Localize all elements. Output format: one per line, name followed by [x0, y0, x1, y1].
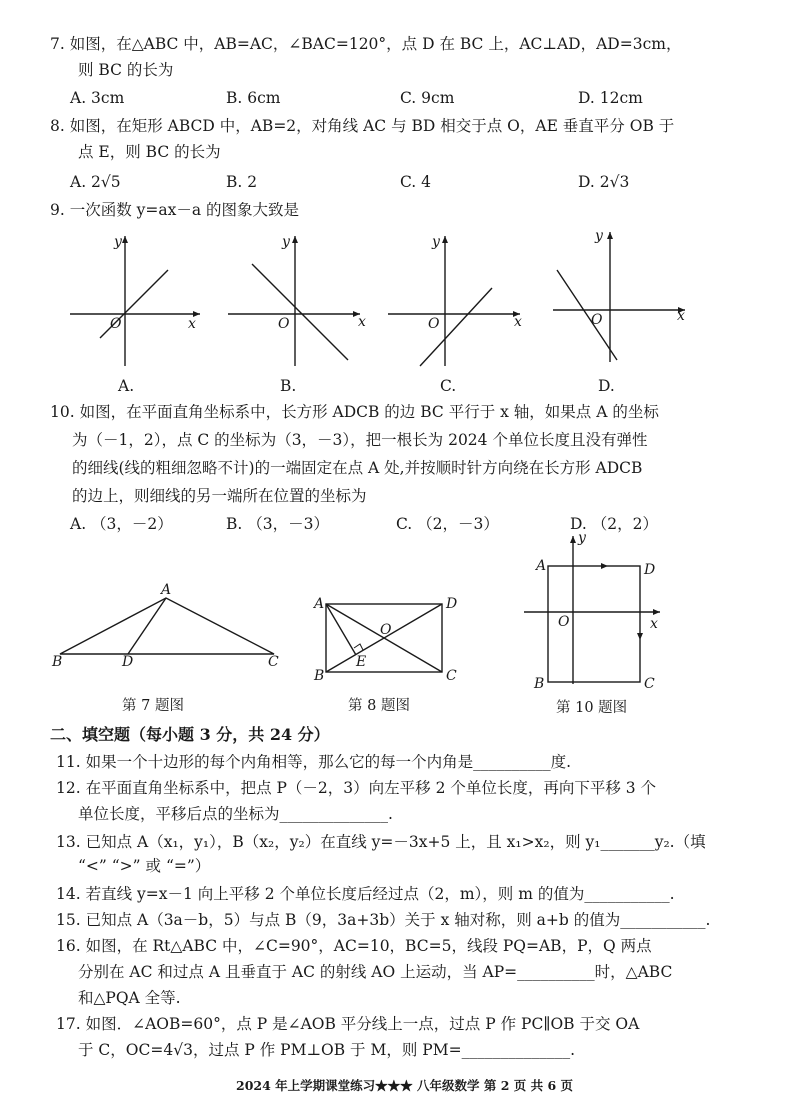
function-line	[252, 264, 348, 360]
q10-option-b: B. （3，－3）	[226, 515, 329, 533]
q12-line1: 12. 在平面直角坐标系中，把点 P（－2，3）向左平移 2 个单位长度，再向下平移 3 个	[56, 779, 657, 797]
y-label: y	[432, 234, 440, 250]
q8-option-c: C. 4	[400, 173, 432, 191]
origin-label: O	[428, 316, 440, 332]
point-a-label: A	[314, 596, 325, 612]
point-c-label: C	[446, 668, 457, 684]
q13-line1: 13. 已知点 A（x₁，y₁），B（x₂，y₂）在直线 y=－3x+5 上，且 x₁>x₂，则 y₁_______y₂.（填	[56, 833, 706, 851]
page-footer: 2024 年上学期课堂练习★★★ 八年级数学 第 2 页 共 6 页	[236, 1078, 574, 1093]
y-label: y	[578, 530, 586, 546]
q16-line2: 分别在 AC 和过点 A 且垂直于 AC 的射线 AO 上运动，当 AP=__________时，△ABC	[78, 963, 673, 981]
q8-option-a: A. 2√5	[70, 173, 121, 191]
q14-line1: 14. 若直线 y=x－1 向上平移 2 个单位长度后经过点（2，m），则 m 的值为___________.	[56, 885, 675, 903]
figure-8-caption: 第 8 题图	[348, 698, 410, 714]
figure-7-caption: 第 7 题图	[122, 698, 184, 714]
q16-line1: 16. 如图，在 Rt△ABC 中，∠C=90°，AC=10，BC=5，线段 PQ=AB，P，Q 两点	[56, 937, 652, 955]
q10-line3: 的细线(线的粗细忽略不计)的一端固定在点 A 处,并按顺时针方向绕在长方形 ADCB	[72, 459, 643, 477]
q12-line2: 单位长度，平移后点的坐标为______________.	[78, 805, 393, 823]
q9-line1: 9. 一次函数 y=ax－a 的图象大致是	[50, 201, 300, 219]
q7-option-b: B. 6cm	[226, 89, 281, 107]
y-label: y	[114, 234, 122, 250]
q8-line2: 点 E，则 BC 的长为	[78, 143, 221, 161]
q16-line3: 和△PQA 全等.	[78, 989, 181, 1007]
q17-line2: 于 C，OC=4√3，过点 P 作 PM⊥OB 于 M，则 PM=______________.	[78, 1041, 575, 1059]
y-label: y	[282, 234, 290, 250]
section-2-title: 二、填空题（每小题 3 分，共 24 分）	[50, 725, 330, 744]
q7-option-c: C. 9cm	[400, 89, 455, 107]
x-label: x	[650, 616, 658, 632]
arrow-right-icon	[601, 563, 608, 569]
point-d-label: D	[122, 654, 134, 670]
q8-line1: 8. 如图，在矩形 ABCD 中，AB=2，对角线 AC 与 BD 相交于点 O，AE 垂直平分 OB 于	[50, 117, 675, 135]
figure-10-caption: 第 10 题图	[556, 700, 628, 716]
q8-option-b: B. 2	[226, 173, 258, 191]
q7-option-a: A. 3cm	[70, 89, 125, 107]
q17-line1: 17. 如图．∠AOB=60°，点 P 是∠AOB 平分线上一点，过点 P 作 PC∥OB 于交 OA	[56, 1015, 640, 1033]
q15-line1: 15. 已知点 A（3a－b，5）与点 B（9，3a+3b）关于 x 轴对称，则 a+b 的值为___________.	[56, 911, 711, 929]
point-b-label: B	[534, 676, 545, 692]
x-label: x	[358, 314, 366, 330]
q9-option-b: B.	[280, 377, 297, 395]
y-label: y	[595, 228, 603, 244]
figure-7-triangle	[48, 580, 288, 680]
q9-graph-c	[380, 226, 530, 376]
q11-line1: 11. 如果一个十边形的每个内角相等，那么它的每一个内角是__________度.	[56, 753, 572, 771]
point-c-label: C	[644, 676, 655, 692]
point-a-label: A	[536, 558, 547, 574]
q9-option-d: D.	[598, 377, 615, 395]
point-o-label: O	[380, 622, 392, 638]
q7-line1: 7. 如图，在△ABC 中，AB=AC，∠BAC=120°，点 D 在 BC 上，AC⊥AD，AD=3cm，	[50, 35, 682, 53]
point-e-label: E	[356, 654, 367, 670]
origin-label: O	[278, 316, 290, 332]
x-label: x	[677, 308, 685, 324]
q9-graph-d	[545, 222, 695, 372]
function-line	[557, 270, 617, 360]
point-b-label: B	[52, 654, 63, 670]
q10-option-c: C. （2，－3）	[396, 515, 499, 533]
q9-graph-b	[220, 226, 370, 376]
point-a-label: A	[161, 582, 172, 598]
figure-10-coordinate-rectangle	[520, 532, 670, 692]
q10-line1: 10. 如图，在平面直角坐标系中，长方形 ADCB 的边 BC 平行于 x 轴，如果点 A 的坐标	[50, 403, 659, 421]
x-label: x	[514, 314, 522, 330]
q13-line2: “<” “>” 或 “=”）	[78, 857, 211, 875]
figure-8-rectangle	[310, 592, 460, 687]
arrow-down-icon	[637, 633, 643, 640]
q8-option-d: D. 2√3	[578, 173, 630, 191]
q7-line2: 则 BC 的长为	[78, 61, 174, 79]
q9-option-a: A.	[118, 377, 135, 395]
point-b-label: B	[314, 668, 325, 684]
origin-label: O	[110, 316, 122, 332]
q10-option-a: A. （3，－2）	[70, 515, 173, 533]
point-d-label: D	[644, 562, 656, 578]
q9-option-c: C.	[440, 377, 457, 395]
q10-line2: 为（－1，2），点 C 的坐标为（3，－3），把一根长为 2024 个单位长度且没有弹性	[72, 431, 648, 449]
q10-option-d: D. （2，2）	[570, 515, 658, 533]
origin-label: O	[558, 614, 570, 630]
x-label: x	[188, 316, 196, 332]
origin-label: O	[591, 312, 603, 328]
q9-graph-a	[60, 226, 210, 376]
q7-option-d: D. 12cm	[578, 89, 643, 107]
point-c-label: C	[268, 654, 279, 670]
q10-line4: 的边上，则细线的另一端所在位置的坐标为	[72, 487, 367, 505]
point-d-label: D	[446, 596, 458, 612]
